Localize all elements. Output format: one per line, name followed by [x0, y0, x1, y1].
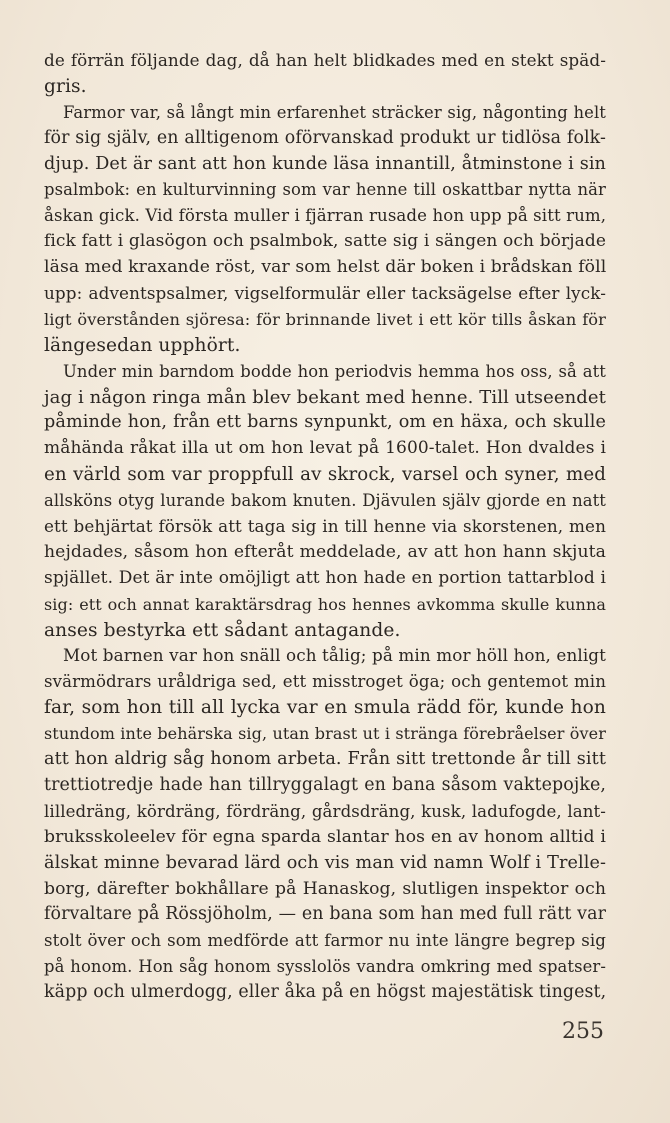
text-line: läsa med kraxande röst, var som helst där boken i brådskan föll [44, 257, 607, 278]
text-line: hejdades, såsom hon efteråt meddelade, av att hon hann skjuta [44, 541, 606, 562]
text-line: en värld som var proppfull av skrock, varsel och syner, med [44, 464, 606, 486]
text-line: far, som hon till all lycka var en smula rädd för, kunde hon [44, 697, 606, 719]
text-line: på honom. Hon såg honom sysslolös vandra omkring med spatser- [44, 957, 606, 977]
text-line: psalmbok: en kulturvinning som var henne till oskattbar nytta när [44, 180, 606, 200]
page-body [44, 48, 606, 1006]
text-line: trettiotredje hade han tillryggalagt en bana såsom vaktepojke, [44, 774, 606, 795]
text-line: fick fatt i glasögon och psalmbok, satte sig i sängen och började [44, 231, 606, 252]
text-line: stolt över och som medförde att farmor nu inte längre begrep sig [44, 931, 606, 951]
text-line: allsköns otyg lurande bakom knuten. Djävulen själv gjorde en natt [44, 491, 606, 511]
text-line: Mot barnen var hon snäll och tålig; på min mor höll hon, enligt [63, 645, 606, 666]
text-line: påminde hon, från ett barns synpunkt, om en häxa, och skulle [44, 412, 606, 433]
text-line: käpp och ulmerdogg, eller åka på en högst majestätisk tingest, [44, 982, 607, 1003]
text-line: upp: adventspsalmer, vigselformulär eller tacksägelse efter lyck- [44, 283, 606, 304]
text-line: spjället. Det är inte omöjligt att hon hade en portion tattarblod i [44, 567, 606, 588]
page-number: 255 [562, 1019, 604, 1044]
text-line: lilledräng, kördräng, fördräng, gårdsdräng, kusk, ladufogde, lant- [44, 801, 606, 821]
text-line: åskan gick. Vid första muller i fjärran rusade hon upp på sitt rum, [44, 206, 607, 226]
text-line: sig: ett och annat karaktärsdrag hos hennes avkomma skulle kunna [44, 594, 606, 614]
text-line: borg, därefter bokhållare på Hanaskog, slutligen inspektor och [44, 878, 606, 899]
text-line: ligt överstånden sjöresa: för brinnande livet i ett kör tills åskan för [44, 309, 606, 329]
text-line: älskat minne bevarad lärd och vis man vid namn Wolf i Trelle- [44, 852, 606, 873]
text-line: längesedan upphört. [44, 334, 241, 356]
text-line: jag i någon ringa mån blev bekant med henne. Till utseendet [44, 386, 607, 408]
text-line: gris. [44, 75, 87, 97]
text-line: Under min barndom bodde hon periodvis hemma hos oss, så att [63, 361, 606, 381]
text-line: stundom inte behärska sig, utan brast ut i stränga förebråelser över [44, 724, 606, 744]
text-line: ett behjärtat försök att taga sig in till henne via skorstenen, men [44, 516, 606, 537]
text-line: bruksskoleelev för egna sparda slantar hos en av honom alltid i [44, 826, 606, 847]
text-line: att hon aldrig såg honom arbeta. Från sitt trettonde år till sitt [44, 749, 606, 770]
text-line: anses bestyrka ett sådant antagande. [44, 619, 401, 641]
text-line: de förrän följande dag, då han helt blidkades med en stekt späd- [44, 50, 606, 70]
text-line: för sig själv, en alltigenom oförvanskad produkt ur tidlösa folk- [44, 127, 606, 148]
text-line: Farmor var, så långt min erfarenhet sträcker sig, någonting helt [63, 102, 606, 122]
text-line: svärmödrars uråldriga sed, ett misstroget öga; och gentemot min [44, 672, 606, 692]
text-line: måhända råkat illa ut om hon levat på 1600-talet. Hon dvaldes i [44, 438, 606, 459]
text-line: djup. Det är sant att hon kunde läsa innantill, åtminstone i sin [44, 153, 606, 174]
text-line: förvaltare på Rössjöholm, — en bana som han med full rätt var [44, 904, 606, 925]
